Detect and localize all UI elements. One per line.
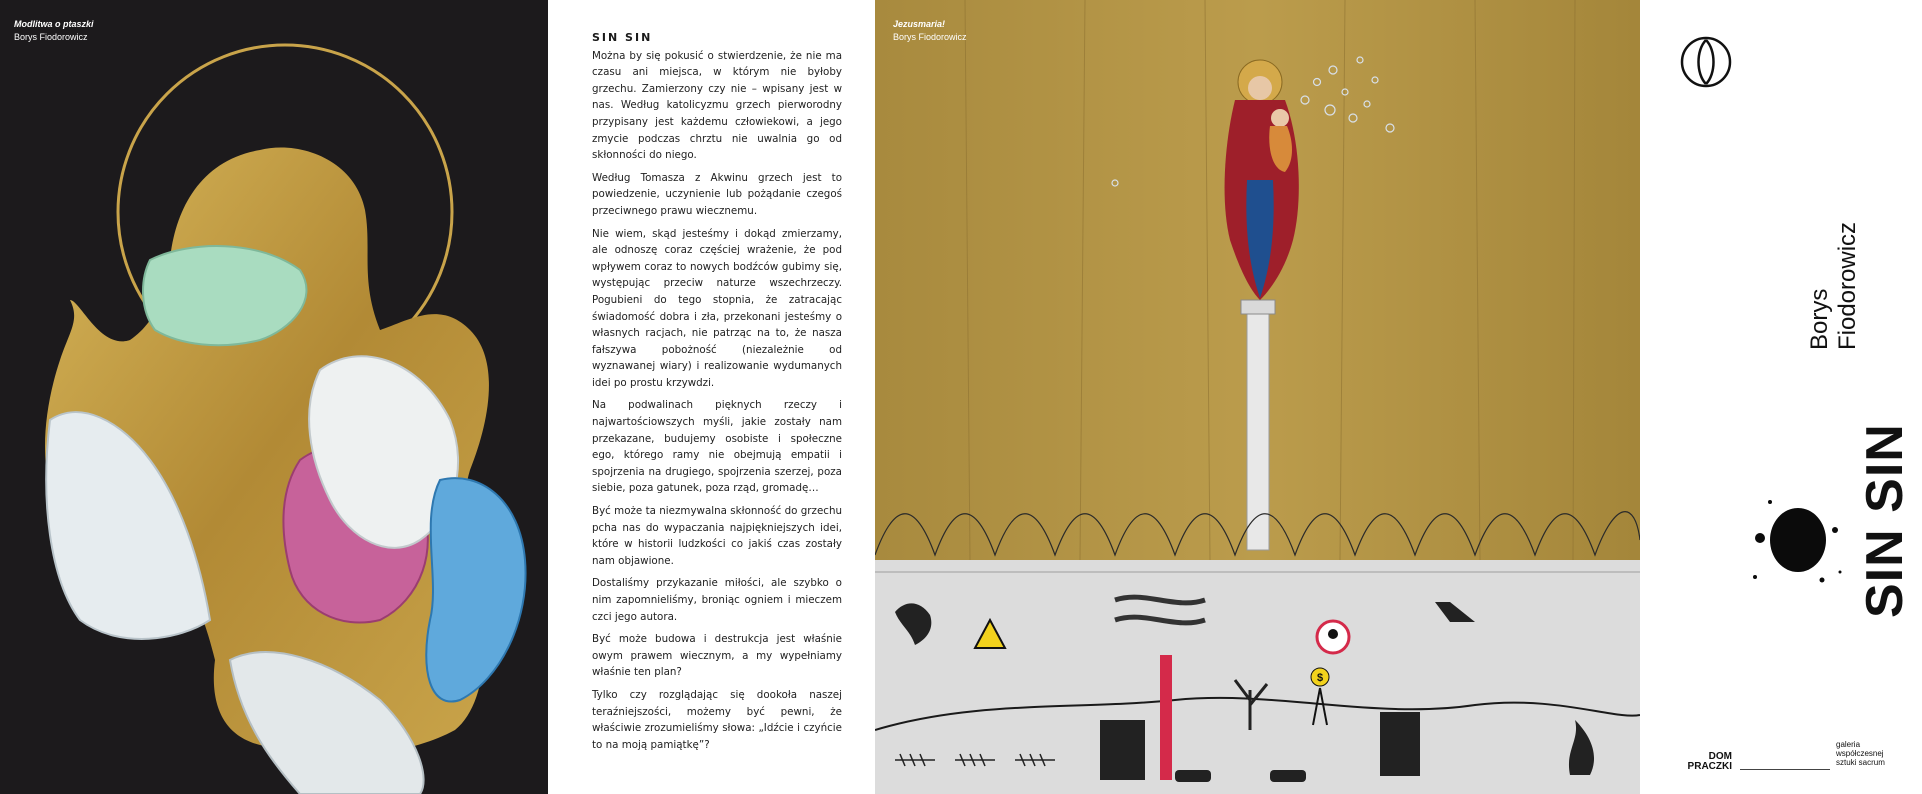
cover-strip	[1640, 0, 1922, 794]
caption-author: Borys Fiodorowicz	[893, 32, 967, 42]
painting-artwork	[0, 0, 548, 794]
painting-caption	[893, 18, 967, 44]
caption-title: Modlitwa o ptaszki	[14, 19, 94, 29]
publisher-name	[1672, 752, 1732, 772]
essay-paragraph: Być może ta niezmywalna skłonność do grzechu pcha nas do wypaczania najpiękniejszych idei, które w historii ludzkości co jakiś czas zostały nam objawione.	[592, 505, 842, 567]
essay-title: SIN SIN	[592, 31, 653, 44]
artist-first-name: Borys	[1806, 288, 1833, 350]
essay-paragraph: Według Tomasza z Akwinu grzech jest to powiedzenie, uczynienie lub pożądanie czegoś przeciwnego prawu wiecznemu.	[592, 171, 842, 217]
tank-icon	[1270, 770, 1306, 782]
essay-paragraph: Tylko czy rozglądając się dookoła naszej teraźniejszości, możemy być pewni, że właściwie zrozumieliśmy słowa: „Idźcie i czyńcie to na moją pamiątkę”?	[592, 688, 842, 751]
painting-caption	[14, 18, 94, 44]
cover-title: SIN SIN	[1856, 423, 1914, 618]
gallery-name	[1836, 740, 1885, 767]
essay-paragraph: Nie wiem, skąd jesteśmy i dokąd zmierzamy, ale odnoszę coraz częściej wrażenie, że pod wpływem coraz to nowych bodźców gubimy się, występując przeciw naturze wszechrzeczy. Pogubieni do tego stopnia, że zatracając świadomość dobra i zła, przekonani jesteśmy o własnych racjach, nie patrząc na to, że nasza fałszywa pobożność (niezależnie od wyznawanej wiary) i realizowanie wydumanych idei po prostu krzywdzi.	[592, 227, 842, 389]
painting-artwork	[875, 0, 1640, 794]
gallery-line: sztuki sacrum	[1836, 758, 1885, 767]
ink-splat-icon	[1740, 482, 1850, 602]
blue-plastic-bag	[426, 478, 525, 701]
essay-column	[592, 30, 842, 759]
footer-divider	[1740, 769, 1830, 770]
gallery-line: galeria	[1836, 740, 1861, 749]
grey-wall	[875, 560, 1640, 794]
essay-paragraph: Na podwalinach pięknych rzeczy i najwartościowszych myśli, jakie zostały nam przekazane, budujemy osobiste i społeczne ego, którego ramy nie obejmują empatii i spojrzenia na drugiego, spojrzenia szerzej, poza siebie, poza gatunek, poza rząd, gromadę…	[592, 399, 842, 495]
essay-page	[548, 0, 875, 794]
essay-paragraph: Być może budowa i destrukcja jest właśnie owym prawem wiecznym, a my wypełniamy właśnie ten plan?	[592, 633, 842, 679]
building-icon	[1380, 712, 1420, 776]
artist-last-name: Fiodorowicz	[1834, 221, 1861, 350]
caption-title: Jezusmaria!	[893, 19, 946, 29]
painting-jezusmaria	[875, 0, 1640, 794]
caption-author: Borys Fiodorowicz	[14, 32, 88, 42]
poison-sign-icon	[1317, 621, 1349, 653]
gallery-line: współczesnej	[1836, 749, 1884, 758]
publisher-logo-icon	[1678, 34, 1734, 90]
column-capital	[1241, 300, 1275, 314]
essay-paragraph: Można by się pokusić o stwierdzenie, że nie ma czasu ani miejsca, w którym nie byłoby grzechu. Zamierzony czy nie – wpisany jest w nas. Według katolicyzmu grzech pierworodny przypisany jest każdemu człowiekowi, a jego zmycie podczas chrztu nie uwalnia go od skłonności do niego.	[592, 49, 842, 162]
artist-name	[1806, 222, 1862, 350]
tank-icon	[1175, 770, 1211, 782]
essay-paragraph: Dostaliśmy przykazanie miłości, ale szybko o nim zapomnieliśmy, broniąc ogniem i mieczem czci jego autora.	[592, 577, 842, 623]
publisher-line: DOM	[1708, 751, 1732, 762]
painting-modlitwa-o-ptaszki	[0, 0, 548, 794]
dollar-sign: $	[1316, 672, 1324, 684]
publisher-line: PRACZKI	[1687, 761, 1732, 772]
